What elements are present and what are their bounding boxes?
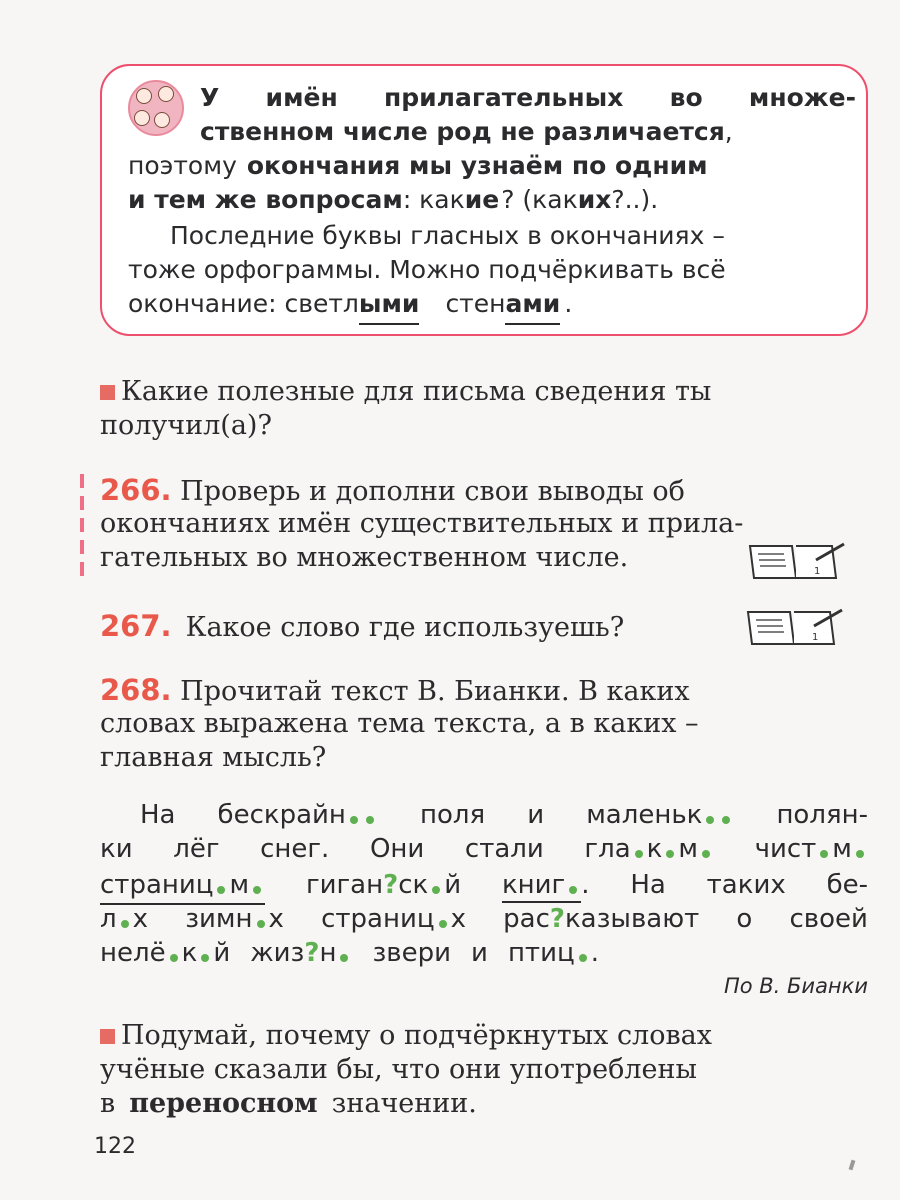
story-line-1: На бескрайн поля и маленьк полян- — [140, 800, 868, 830]
exercise-number: 266. — [100, 473, 172, 507]
story-line-5: нелё к й жиз?н звери и птиц . — [100, 938, 599, 968]
story-line-4: л х зимн х страниц х рас?казывают о своей — [100, 904, 868, 934]
margin-stripes — [80, 474, 86, 580]
rule-line-5: Последние буквы гласных в окончаниях – — [170, 221, 725, 250]
question-2-line-1: Подумай, почему о подчёркнутых словах — [100, 1018, 868, 1054]
question-1-line-1: Какие полезные для письма сведения ты — [100, 374, 868, 410]
rule-line-7: окончание: светл ыми стен ами . — [128, 286, 856, 322]
exercise-268-line-3: главная мысль? — [100, 742, 327, 773]
svg-text:1: 1 — [812, 632, 819, 643]
rule-line-6: тоже орфограммы. Можно подчёркивать всё — [128, 255, 726, 284]
exercise-268-line-2: словах выражена тема текста, а в каких – — [100, 708, 699, 739]
question-2-line-3: в переносном значении. — [100, 1088, 477, 1119]
rule-line-3: поэтому окончания мы узнаём по одним — [128, 151, 708, 180]
exercise-266-line-3: гательных во множественном числе. — [100, 542, 629, 573]
square-marker-icon — [100, 1029, 115, 1044]
rule-line-1: У имён прилагательных во множе- — [200, 83, 856, 112]
question-1-line-2: получил(а)? — [100, 410, 272, 441]
exercise-266-line-1: 266. Проверь и дополни свои выводы об — [100, 473, 685, 507]
exercise-268-line-1: 268. Прочитай текст В. Бианки. В каких — [100, 673, 690, 707]
story-line-3: страниц м гиган?ск й книг . На таких бе- — [100, 868, 868, 902]
exercise-266-line-2: окончаниях имён существительных и прила- — [100, 508, 744, 539]
children-faces-icon — [128, 80, 184, 136]
notebook-pen-icon — [746, 540, 846, 580]
svg-text:1: 1 — [814, 566, 821, 577]
rule-line-4: и тем же вопросам : как ие ? (как их ?..). — [128, 185, 659, 214]
exercise-267-line-1: 267. Какое слово где используешь? — [100, 609, 625, 643]
square-marker-icon — [100, 385, 115, 400]
story-source: По В. Бианки — [723, 974, 868, 998]
page-number: 122 — [94, 1134, 136, 1159]
rule-line-2: ственном числе род не различается , — [200, 117, 733, 146]
notebook-pen-icon — [744, 606, 844, 646]
exercise-number: 267. — [100, 609, 172, 643]
story-line-2: ки лёг снег. Они стали гла к м чист м — [100, 832, 868, 866]
print-mark — [849, 1160, 856, 1171]
question-2-line-2: учёные сказали бы, что они употреблены — [100, 1054, 697, 1085]
exercise-number: 268. — [100, 673, 172, 707]
